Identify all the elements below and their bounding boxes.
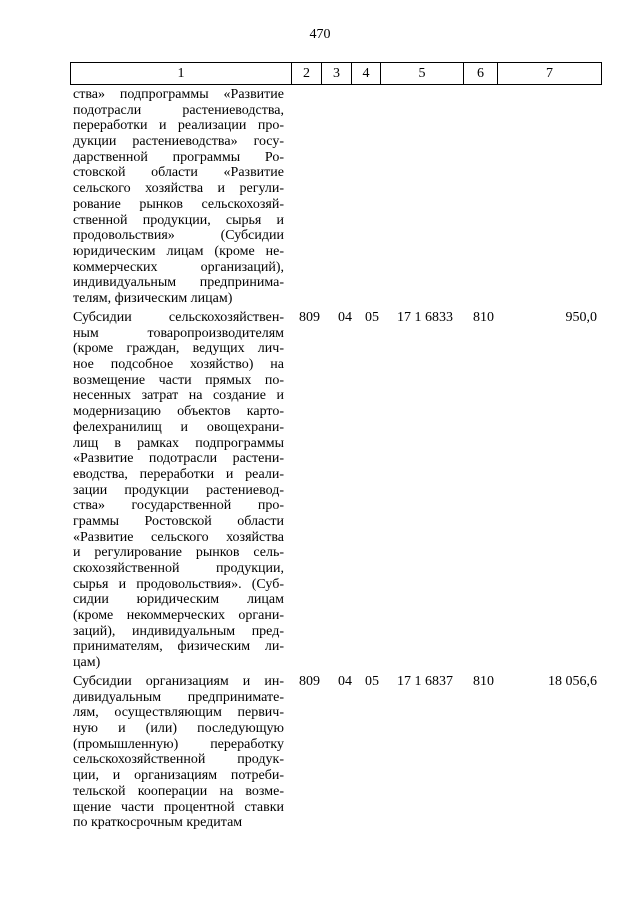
cell-type: 810 (473, 674, 494, 689)
description-line: (кроме некоммерческих органи- (73, 608, 284, 624)
description-line: тельской кооперации на возме- (73, 783, 284, 799)
description-line: ным товаропроизводителям (73, 325, 284, 341)
description-line: щение части процентной ставки (73, 799, 284, 815)
description-line: индивидуальным предпринима- (73, 275, 284, 291)
description-line: сидии юридическим лицам (73, 592, 284, 608)
description-line: модернизацию объектов карто- (73, 404, 284, 420)
description-line: сырья и продовольствия». (Суб- (73, 576, 284, 592)
description-line: заций), индивидуальным пред- (73, 623, 284, 639)
description-line: сельского хозяйства и регули- (73, 181, 284, 197)
description-line: сельскохозяйственной продук- (73, 752, 284, 768)
description-line: дукции растениеводства» госу- (73, 134, 284, 150)
description-line: ства» государственной про- (73, 498, 284, 514)
description-line: дарственной программы Ро- (73, 149, 284, 165)
description-line: «Развитие подотрасли растени- (73, 451, 284, 467)
cell-ministry: 809 (299, 310, 320, 325)
description-line: ции, и организациям потреби- (73, 768, 284, 784)
description-line: «Развитие сельского хозяйства (73, 529, 284, 545)
description-line: фелехранилищ и овощехрани- (73, 419, 284, 435)
header-col-6: 6 (463, 63, 497, 84)
description-line: лям, осуществляющим первич- (73, 705, 284, 721)
description-line: (промышленную) переработку (73, 736, 284, 752)
cell-section: 04 (338, 674, 352, 689)
description-line: Субсидии сельскохозяйствен- (73, 310, 284, 325)
description-line: цам) (73, 655, 101, 671)
description-line: юридическим лицам (кроме не- (73, 243, 284, 259)
cell-target: 17 1 6837 (397, 674, 453, 689)
row-description (73, 310, 284, 671)
description-line: принимателям, физическим ли- (73, 639, 284, 655)
description-line: скохозяйственной продукции, (73, 561, 284, 576)
header-col-3: 3 (321, 63, 351, 84)
header-col-7: 7 (497, 63, 601, 84)
cell-subsection: 05 (365, 310, 379, 325)
description-line: продовольствия» (Субсидии (73, 228, 284, 244)
description-line: стовской области «Развитие (73, 165, 284, 181)
description-line: (кроме граждан, ведущих лич- (73, 341, 284, 357)
description-line: несенных затрат на создание и (73, 388, 284, 404)
header-col-4: 4 (351, 63, 380, 84)
header-col-2: 2 (291, 63, 321, 84)
description-line: телям, физическим лицам) (73, 290, 233, 306)
description-line: дивидуальным предпринимате- (73, 689, 284, 705)
description-line: и регулирование рынков сель- (73, 545, 284, 561)
description-line: Субсидии организациям и ин- (73, 674, 284, 689)
description-line: возмещение части прямых по- (73, 372, 284, 388)
cell-ministry: 809 (299, 674, 320, 689)
row-description (73, 87, 284, 307)
row-description (73, 674, 284, 831)
header-col-5: 5 (380, 63, 463, 84)
description-line: коммерческих организаций), (73, 259, 284, 275)
description-line: еводства, переработки и реали- (73, 466, 284, 482)
cell-target: 17 1 6833 (397, 310, 453, 325)
cell-section: 04 (338, 310, 352, 325)
description-line: подотрасли растениеводства, (73, 102, 284, 118)
description-line: ства» подпрограммы «Развитие (73, 87, 284, 102)
page-number: 470 (309, 27, 331, 42)
description-line: зации продукции растениевод- (73, 482, 284, 498)
description-line: граммы Ростовской области (73, 513, 284, 529)
table-header (70, 62, 602, 85)
cell-amount: 18 056,6 (548, 674, 597, 689)
cell-subsection: 05 (365, 674, 379, 689)
description-line: переработки и реализации про- (73, 118, 284, 134)
description-line: ственной продукции, сырья и (73, 212, 284, 228)
description-line: рование рынков сельскохозяй- (73, 196, 284, 212)
cell-type: 810 (473, 310, 494, 325)
description-line: лищ в рамках подпрограммы (73, 435, 284, 451)
description-line: ное подсобное хозяйство) на (73, 357, 284, 373)
description-line: по краткосрочным кредитам (73, 815, 243, 831)
header-col-1: 1 (177, 66, 185, 81)
cell-amount: 950,0 (565, 310, 597, 325)
description-line: ную и (или) последующую (73, 721, 284, 737)
